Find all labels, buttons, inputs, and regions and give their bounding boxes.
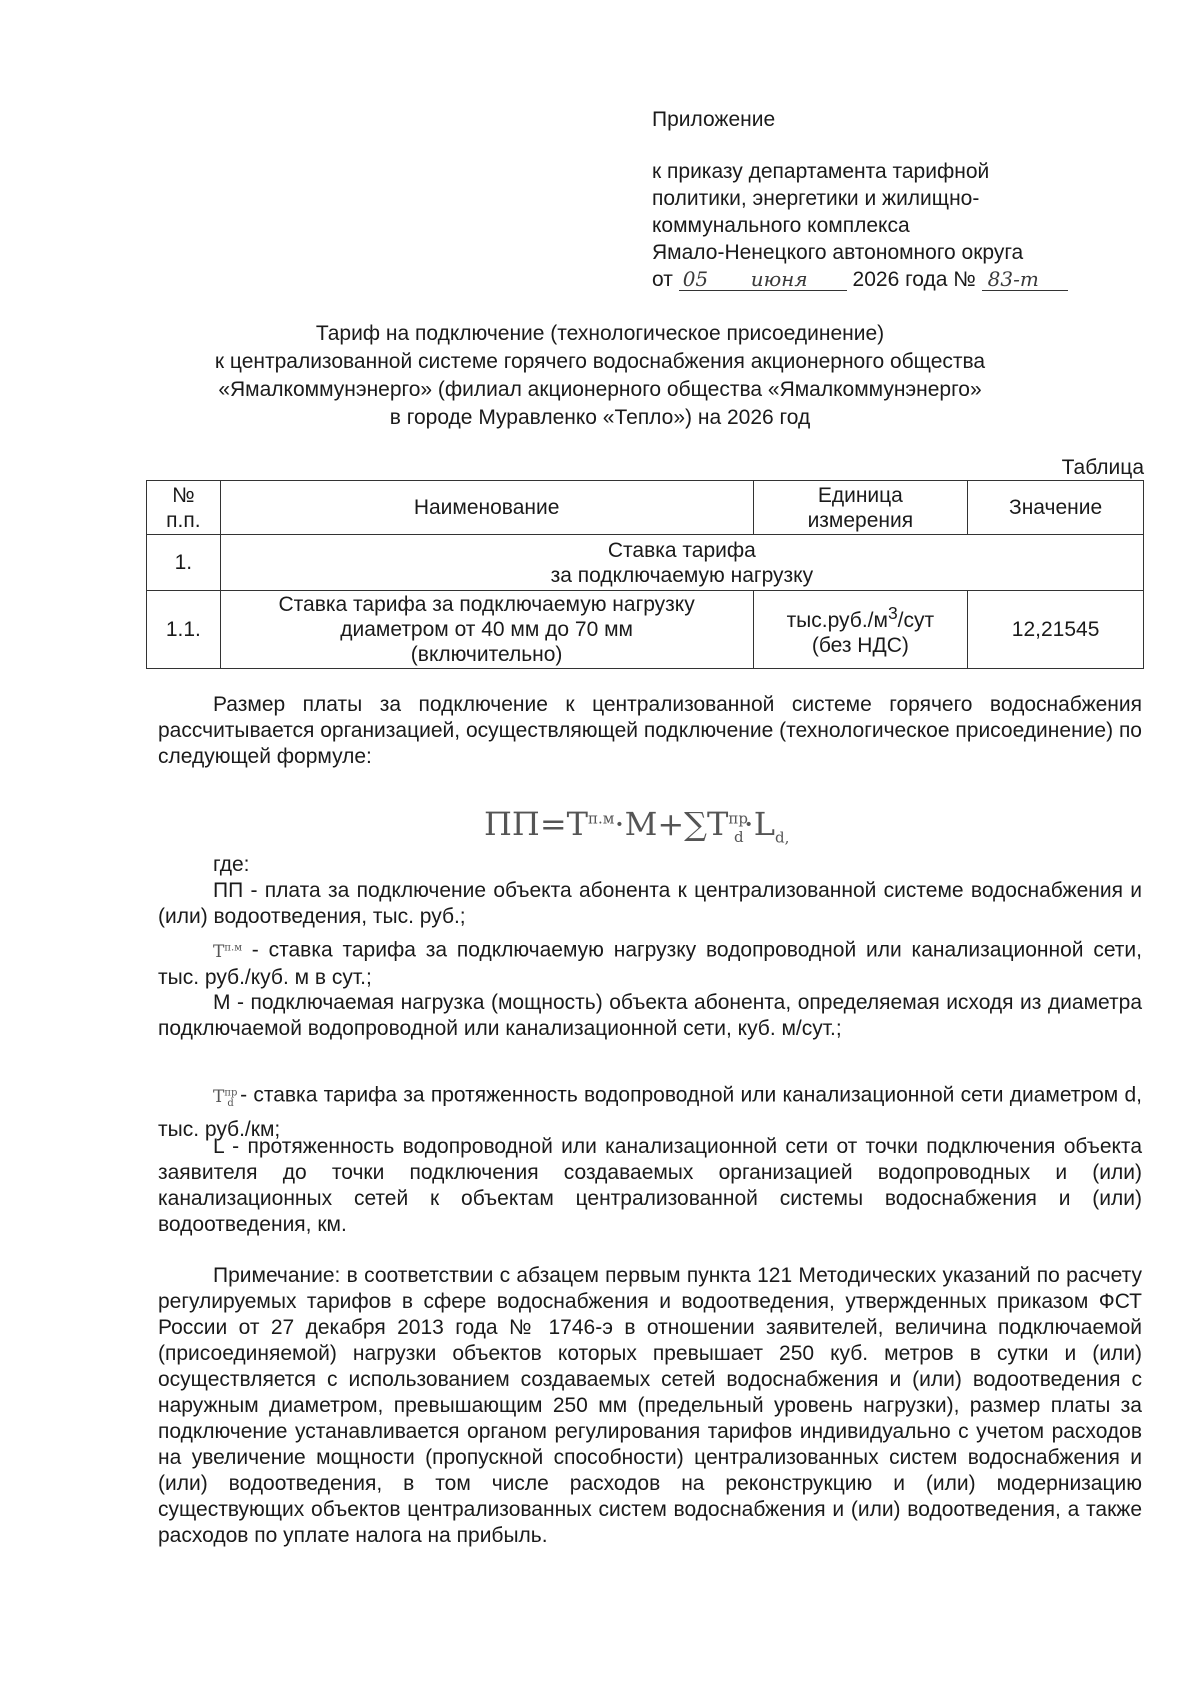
cell-name-line: Ставка тарифа за подключаемую нагрузку — [278, 593, 695, 616]
formula-m: ·M — [614, 805, 658, 843]
formula-comma: , — [784, 828, 790, 847]
definition-pp: ПП - плата за подключение объекта абонента к централизованной системе водоснабжения и (или) водоотведения, тыс. руб.; — [158, 879, 1142, 928]
formula-lhs: ПП — [484, 805, 540, 843]
formula-l: ·L — [743, 805, 775, 843]
tpr-text: - ставка тарифа за протяженность водопроводной или канализационной сети диаметром d, тыс. руб./км; — [158, 1083, 1142, 1142]
title-line: «Ямалкоммунэнерго» (филиал акционерного общества «Ямалкоммунэнерго» — [218, 378, 982, 401]
formula-l-sub: d — [774, 828, 785, 847]
header-unit-line: Единица — [817, 483, 903, 507]
definition-m: М - подключаемая нагрузка (мощность) объекта абонента, определяемая исходя из диаметра подключаемой водопроводной или канализационной сети, куб. м/сут.; — [158, 991, 1142, 1040]
section-title-line: Ставка тарифа — [607, 538, 756, 562]
header-num — [147, 481, 221, 535]
intro-paragraph: Размер платы за подключение к централизованной системе горячего водоснабжения рассчитывается организацией, осуществляющей подключение (технологическое присоединение) по следующей формуле: — [158, 693, 1142, 768]
cell-num: 1.1. — [147, 591, 221, 669]
appendix-line: политики, энергетики и жилищно- — [652, 187, 980, 210]
tpm-symbol — [213, 942, 242, 962]
cell-name — [220, 591, 753, 669]
table-caption: Таблица — [1061, 456, 1144, 479]
formula-sigma: ∑ — [684, 805, 707, 843]
tpr-symbol-sup: пр — [224, 1087, 238, 1098]
tariff-table — [146, 480, 1144, 669]
cell-num: 1. — [147, 535, 221, 591]
unit-superscript: 3 — [887, 603, 898, 623]
title-line: Тариф на подключение (технологическое присоединение) — [315, 322, 885, 345]
handwritten-date-month: июня — [723, 268, 847, 291]
cell-name-line: (включительно) — [410, 643, 563, 666]
table-row — [147, 591, 1144, 669]
definition-l: L - протяженность водопроводной или канализационной сети от точки подключения объекта заявителя до точки подключения создаваемых организацией водопроводных и (или) канализационных сетей к объектам централизованной системы водоснабжения и (или) водоотведения, км. — [158, 1135, 1142, 1236]
header-num-line: п.п. — [166, 508, 201, 532]
tpr-symbol-sub: d — [227, 1098, 234, 1110]
header-unit — [753, 481, 968, 535]
note-paragraph: Примечание: в соответствии с абзацем первым пункта 121 Методических указаний по расчету регулируемых тарифов в сфере водоснабжения и водоотведения, утвержденных приказом ФСТ России от 27 декабря 2013 года № 1746-э в отношении заявителей, величина подключаемой (присоединяемой) нагрузки объектов которых превышает 250 куб. метров в сутки и (или) осуществляется с использованием создаваемых сетей водоснабжения и (или) водоотведения с наружным диаметром, превышающим 250 мм (предельный уровень нагрузки), размер платы за подключение устанавливается органом регулирования тарифов индивидуально с учетом расходов на увеличение мощности (пропускной способности) централизованных систем водоснабжения и (или) водоотведения, в том числе расходов на реконструкцию и (или) модернизацию существующих объектов централизованных систем водоснабжения и (или) водоотведения, а также расходов по уплате налога на прибыль. — [158, 1264, 1142, 1547]
appendix-title: Приложение — [652, 108, 776, 131]
formula-t2-sub: d — [733, 828, 744, 847]
order-year-text: 2026 года № — [852, 268, 976, 291]
formula-t2-sup: пр — [728, 809, 748, 828]
tpm-symbol-letter: T — [213, 941, 225, 962]
order-prefix: от — [652, 268, 673, 291]
cell-value: 12,21545 — [968, 591, 1144, 669]
table-row — [147, 535, 1144, 591]
payment-formula — [484, 805, 789, 846]
unit-text: тыс.руб./м — [786, 609, 888, 632]
tpm-text: - ставка тарифа за подключаемую нагрузку водопроводной или канализационной сети, тыс. руб./куб. м в сут.; — [158, 938, 1142, 989]
formula-plus: + — [657, 805, 685, 843]
tpr-symbol-letter: T — [213, 1086, 225, 1107]
where-label: где: — [213, 853, 250, 876]
tpm-symbol-sup: п.м — [224, 942, 242, 953]
header-num-line: № — [172, 483, 195, 507]
appendix-block — [652, 106, 1122, 293]
header-unit-line: измерения — [807, 508, 914, 532]
tpr-symbol — [213, 1086, 238, 1110]
appendix-line: коммунального комплекса — [652, 214, 910, 237]
formula-t1-sup: п.м — [587, 809, 615, 828]
section-title-line: за подключаемую нагрузку — [550, 563, 814, 587]
unit-text: /сут — [897, 609, 935, 632]
cell-unit-line — [758, 601, 964, 633]
handwritten-order-number: 83-т — [982, 268, 1068, 291]
appendix-line: к приказу департамента тарифной — [652, 160, 990, 183]
document-title — [150, 320, 1050, 432]
cell-unit-line: (без НДС) — [811, 634, 909, 657]
formula-eq: = — [539, 805, 567, 843]
cell-name-line: диаметром от 40 мм до 70 мм — [340, 618, 633, 641]
handwritten-date-day: 05 — [679, 268, 727, 291]
formula-t2: T — [707, 805, 729, 843]
order-date-line — [652, 266, 1122, 293]
title-line: к централизованной системе горячего водоснабжения акционерного общества — [214, 350, 986, 373]
table-header-row — [147, 481, 1144, 535]
header-name: Наименование — [220, 481, 753, 535]
appendix-line: Ямало-Ненецкого автономного округа — [652, 241, 1024, 264]
definition-tpm — [158, 935, 1142, 991]
header-value: Значение — [968, 481, 1144, 535]
cell-unit — [753, 591, 968, 669]
cell-section-title — [220, 535, 1143, 591]
formula-t1: T — [566, 805, 588, 843]
title-line: в городе Муравленко «Тепло») на 2026 год — [389, 406, 811, 429]
